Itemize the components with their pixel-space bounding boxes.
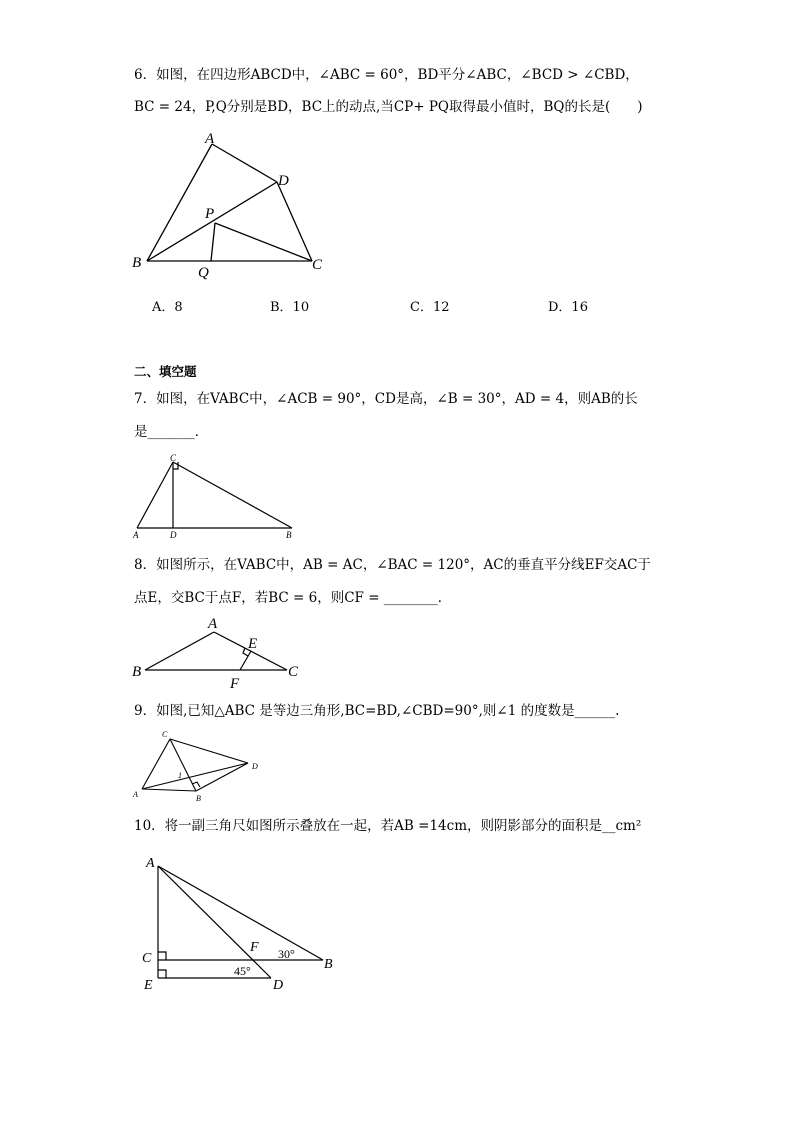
q6-label-p: P [205,206,215,222]
q9-segment-ad [142,763,248,789]
q6-side-ab [147,144,215,261]
q8-label-a: A [208,616,218,632]
q10-label-a: A [146,856,155,871]
q8-label-e: E [248,636,258,652]
q7-text-line1: 7．如图，在VABC中，∠ACB = 90°，CD是高，∠B = 30°，AD = 4，则AB的长 [134,391,638,407]
q10-triangle-rulers-figure [138,850,348,995]
q9-side-ab [142,789,196,791]
q7-text-line2: 是_______． [134,424,209,440]
q8-side-ab [145,632,214,670]
q10-right-angle-mark-e [158,970,166,978]
q8-label-f: F [230,676,240,692]
q10-label-b: B [324,957,333,972]
q10-label-e: E [144,978,153,993]
q10-label-angle-45: 45° [234,964,251,978]
q8-text-line2: 点E，交BC于点F，若BC = 6，则CF = ________． [134,590,452,606]
q6-segment-pq [211,223,215,261]
q10-label-f: F [250,940,259,955]
q6-side-ad [212,144,277,182]
q6-option-d: D．16 [548,300,588,315]
q7-label-c: C [170,453,177,463]
q8-label-b: B [132,664,142,680]
q6-quadrilateral-figure [128,128,338,280]
q9-side-cb [170,739,196,791]
q7-side-ac [137,462,173,528]
q6-label-d: D [278,173,289,189]
q10-text-line1: 10．将一副三角尺如图所示叠放在一起，若AB =14cm，则阴影部分的面积是__cm² [134,818,642,834]
q8-isosceles-triangle-figure [128,612,308,692]
q10-label-c: C [142,951,152,966]
q10-side-ad [158,866,271,978]
q7-label-d: D [170,530,177,540]
q7-side-cb [173,462,292,528]
q7-label-a: A [133,530,139,540]
q8-label-c: C [288,664,299,680]
q10-right-angle-mark-c [158,952,166,960]
q9-label-c: C [162,730,168,739]
q9-segment-bd [196,763,248,791]
q6-option-c: C．12 [410,300,450,315]
q6-label-a: A [205,131,215,147]
q9-label-angle-1: 1 [178,771,182,780]
q10-label-d: D [273,978,284,993]
q9-label-d: D [252,762,258,771]
q6-label-c: C [312,257,323,273]
q8-text-line1: 8．如图所示，在VABC中，AB = AC，∠BAC = 120°，AC的垂直平分线EF交AC于 [134,557,651,573]
q9-equilateral-figure [128,726,268,808]
q9-side-ac [142,739,170,789]
q9-label-a: A [133,790,138,799]
q7-label-b: B [286,530,292,540]
q6-text-line2: BC = 24，P,Q分别是BD，BC上的动点,当CP+ PQ取得最小值时，BQ的长是( ) [134,99,643,115]
q10-side-ab [158,866,323,960]
q9-label-b: B [196,794,201,803]
q6-text-line1: 6．如图，在四边形ABCD中，∠ABC = 60°，BD平分∠ABC，∠BCD > ∠CBD， [134,67,639,83]
q10-label-angle-30: 30° [278,947,295,961]
q7-right-triangle-figure [128,450,303,542]
q9-text-line1: 9．如图,已知△ABC 是等边三角形,BC=BD,∠CBD=90°,则∠1 的度数是______. [134,703,620,719]
q6-label-b: B [132,255,142,271]
q6-option-b: B．10 [270,300,310,315]
q9-segment-cd [170,739,248,763]
q6-label-q: Q [198,265,209,280]
section-heading-fill-in: 二、填空题 [134,364,197,379]
q6-option-a: A．8 [152,300,183,315]
